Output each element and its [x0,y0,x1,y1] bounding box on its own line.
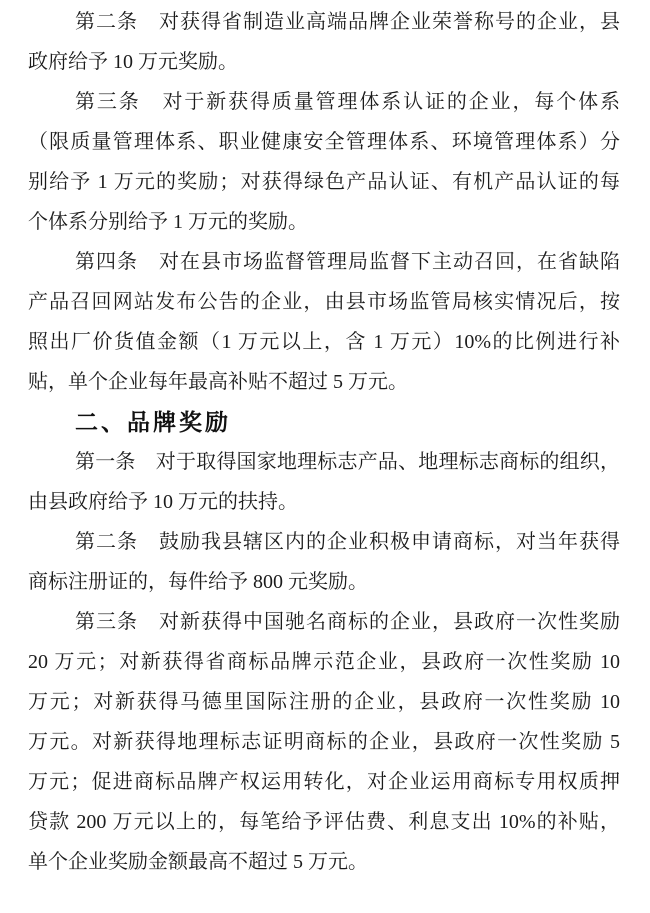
text-line: 贷款 200 万元以上的，每笔给予评估费、利息支出 10%的补贴， [28,811,620,833]
paragraph [28,82,620,242]
text-line: 第三条 对新获得中国驰名商标的企业，县政府一次性奖励 [75,611,620,633]
text-line: 第二条 对获得省制造业高端品牌企业荣誉称号的企业，县 [75,11,620,33]
text-line: 贴，单个企业每年最高补贴不超过 5 万元。 [28,371,408,393]
text-line: 万元。对新获得地理标志证明商标的企业，县政府一次性奖励 5 [28,731,620,753]
text-line: （限质量管理体系、职业健康安全管理体系、环境管理体系）分 [28,131,620,153]
text-line: 产品召回网站发布公告的企业，由县市场监管局核实情况后，按 [28,291,620,313]
text-line: 商标注册证的，每件给予 800 元奖励。 [28,571,368,593]
text-line: 单个企业奖励金额最高不超过 5 万元。 [28,851,368,873]
text-line: 政府给予 10 万元奖励。 [28,51,238,73]
heading-text-line: 二、品牌奖励 [75,409,231,435]
text-line: 个体系分别给予 1 万元的奖励。 [28,211,308,233]
paragraph [28,2,620,82]
text-line: 第一条 对于取得国家地理标志产品、地理标志商标的组织， [75,451,620,473]
text-line: 第三条 对于新获得质量管理体系认证的企业，每个体系 [75,91,620,113]
text-line: 万元；对新获得马德里国际注册的企业，县政府一次性奖励 10 [28,691,620,713]
text-line: 第四条 对在县市场监督管理局监督下主动召回，在省缺陷 [75,251,620,273]
paragraph [28,442,620,522]
text-line: 照出厂价货值金额（1 万元以上，含 1 万元）10%的比例进行补 [28,331,620,353]
text-line: 万元；促进商标品牌产权运用转化，对企业运用商标专用权质押 [28,771,620,793]
paragraph [28,522,620,602]
text-line: 由县政府给予 10 万元的扶持。 [28,491,298,513]
text-line: 别给予 1 万元的奖励；对获得绿色产品认证、有机产品认证的每 [28,171,620,193]
paragraph [28,602,620,882]
paragraph [28,242,620,402]
text-line: 20 万元；对新获得省商标品牌示范企业，县政府一次性奖励 10 [28,651,620,673]
document-body [28,2,620,882]
section-heading [28,402,620,442]
text-line: 第二条 鼓励我县辖区内的企业积极申请商标，对当年获得 [75,531,620,553]
